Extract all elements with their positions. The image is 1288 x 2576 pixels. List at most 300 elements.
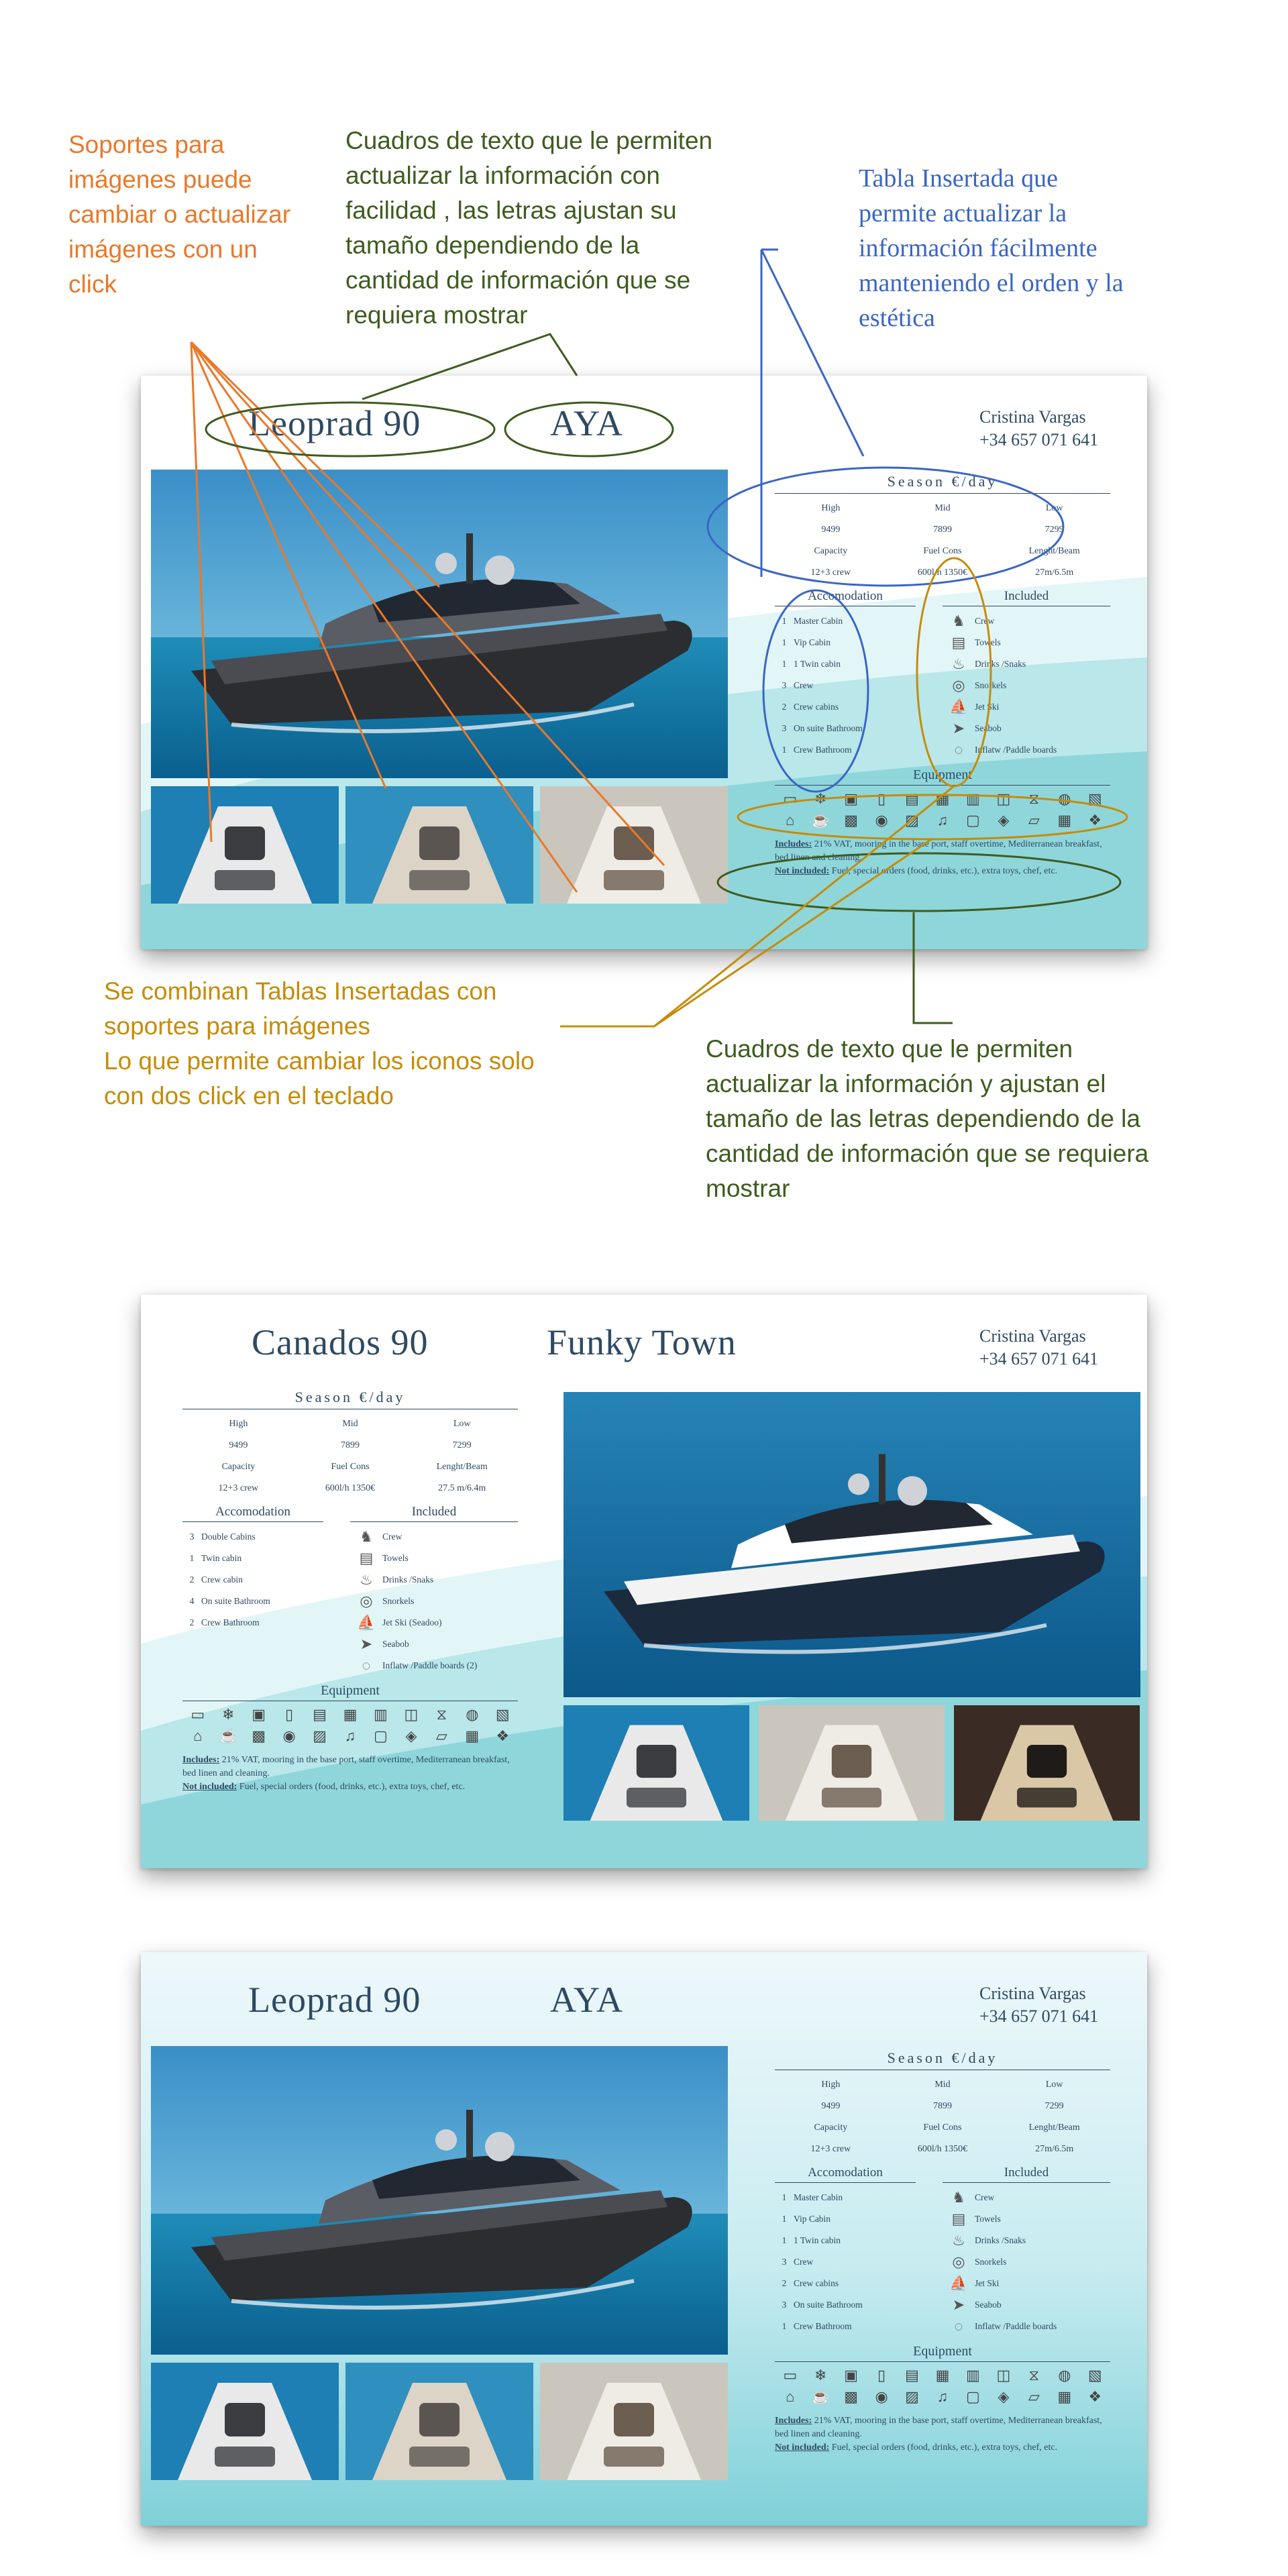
generator-icon: ▤ bbox=[905, 2367, 919, 2383]
included-row bbox=[943, 2208, 1110, 2230]
accomodation-row bbox=[775, 2273, 916, 2294]
towel-icon: ▤ bbox=[951, 2210, 966, 2227]
accomodation-label: Crew cabin bbox=[201, 1574, 243, 1585]
included-row bbox=[943, 2316, 1110, 2337]
included-row bbox=[350, 1633, 518, 1655]
length-label: Lenght/Beam bbox=[1028, 546, 1080, 556]
included-list bbox=[943, 2165, 1110, 2337]
accomodation-row bbox=[182, 1569, 323, 1591]
included-row bbox=[943, 718, 1110, 739]
accomodation-count: 3 bbox=[782, 680, 787, 690]
spec-values-row bbox=[775, 2139, 1110, 2160]
contact-phone: +34 657 071 641 bbox=[979, 1349, 1099, 1368]
crew-icon: ♞ bbox=[952, 612, 965, 629]
included-label: Towels bbox=[382, 1553, 409, 1563]
accomodation-header: Accomodation bbox=[775, 2165, 916, 2183]
included-header: Included bbox=[943, 589, 1110, 606]
season-low-value: 7299 bbox=[1044, 2101, 1064, 2111]
ice-icon: ❖ bbox=[1088, 2388, 1102, 2405]
accomodation-count: 1 bbox=[782, 616, 787, 626]
accomodation-label: Crew cabins bbox=[794, 2278, 839, 2288]
accomodation-count: 3 bbox=[782, 2300, 787, 2310]
season-labels-row bbox=[775, 498, 1110, 519]
seabob-icon: ➤ bbox=[952, 720, 965, 737]
not-included-line bbox=[182, 1780, 518, 1794]
fuel-value: 600l/h 1350€ bbox=[917, 2144, 968, 2154]
shower-icon: ▧ bbox=[495, 1706, 510, 1723]
capacity-label: Capacity bbox=[221, 1462, 256, 1472]
spec-labels-row bbox=[775, 2117, 1110, 2139]
included-row bbox=[350, 1548, 518, 1569]
accomodation-row bbox=[775, 2187, 916, 2208]
accomodation-row bbox=[182, 1591, 323, 1612]
accomodation-label: On suite Bathroom bbox=[201, 1596, 270, 1606]
tender-icon: ▱ bbox=[435, 1727, 447, 1744]
accomodation-row bbox=[775, 2294, 916, 2316]
length-label: Lenght/Beam bbox=[436, 1462, 488, 1472]
capacity-value: 12+3 crew bbox=[218, 1483, 259, 1493]
season-mid-value: 7899 bbox=[341, 1440, 360, 1450]
dishwasher-icon: ⌂ bbox=[193, 1727, 203, 1744]
ice-icon: ❖ bbox=[496, 1727, 510, 1744]
accomodation-label: Vip Cabin bbox=[794, 637, 831, 647]
accomodation-row bbox=[182, 1526, 323, 1548]
accomodation-label: Crew Bathroom bbox=[201, 1617, 260, 1627]
gallery-photo-3[interactable] bbox=[540, 786, 728, 904]
fuel-value: 600l/h 1350€ bbox=[325, 1483, 376, 1493]
includes-text: 21% VAT, mooring in the base port, staff overtime, Mediterranean breakfast, bed linen and cleaning. bbox=[775, 839, 1102, 863]
contact-block bbox=[979, 1982, 1098, 2028]
included-label: Snorkels bbox=[975, 680, 1007, 690]
includes-line bbox=[775, 2414, 1110, 2441]
spec-values-row bbox=[182, 1478, 518, 1499]
included-label: Snorkels bbox=[975, 2257, 1007, 2267]
season-high-value: 9499 bbox=[229, 1440, 248, 1450]
accomodation-count: 2 bbox=[189, 1574, 195, 1585]
accomodation-row bbox=[775, 632, 916, 653]
season-mid-value: 7899 bbox=[933, 2101, 952, 2111]
included-label: Towels bbox=[975, 637, 1001, 647]
included-row bbox=[943, 2294, 1110, 2316]
included-label: Inflatw /Paddle boards bbox=[975, 2321, 1057, 2331]
bbq-icon: ▨ bbox=[313, 1727, 327, 1744]
contact-phone: +34 657 071 641 bbox=[979, 2006, 1099, 2026]
grill-icon: ▩ bbox=[844, 2388, 859, 2405]
speaker-icon: ♫ bbox=[344, 1727, 356, 1744]
not-included-label: Not included: bbox=[182, 1782, 237, 1792]
accomodation-header: Accomodation bbox=[775, 589, 916, 606]
accomodation-row bbox=[182, 1612, 323, 1633]
not-included-label: Not included: bbox=[775, 866, 830, 876]
stereo-icon: ▯ bbox=[877, 790, 886, 807]
dishwasher-icon: ⌂ bbox=[786, 812, 795, 828]
fridge-icon: ▥ bbox=[966, 2367, 980, 2383]
specs-table bbox=[182, 1389, 518, 1794]
accomodation-count: 1 bbox=[782, 2321, 787, 2331]
season-labels-row bbox=[182, 1413, 518, 1435]
equipment-header: Equipment bbox=[775, 767, 1110, 786]
equipment-section bbox=[775, 767, 1110, 831]
season-low-label: Low bbox=[453, 1419, 471, 1429]
accomodation-row bbox=[775, 2251, 916, 2273]
dishwasher-icon: ⌂ bbox=[786, 2388, 795, 2405]
wifi-icon: ◍ bbox=[1058, 2367, 1071, 2383]
included-label: Jet Ski (Seadoo) bbox=[382, 1617, 442, 1627]
accomodation-label: Master Cabin bbox=[794, 2192, 843, 2202]
gallery-photo-2[interactable] bbox=[345, 786, 533, 904]
gps-icon: ◫ bbox=[404, 1706, 419, 1723]
accomodation-row bbox=[775, 610, 916, 632]
inflatable-icon: ◌ bbox=[954, 741, 963, 758]
not-included-label: Not included: bbox=[775, 2443, 830, 2453]
not-included-text: Fuel, special orders (food, drinks, etc.), extra toys, chef, etc. bbox=[829, 866, 1058, 876]
brochure-sheet-funky-town bbox=[141, 1295, 1147, 1868]
main-yacht-photo[interactable] bbox=[564, 1392, 1140, 1697]
accomodation-count: 1 bbox=[782, 2214, 787, 2224]
included-label: Jet Ski bbox=[975, 2278, 1000, 2288]
equipment-header: Equipment bbox=[775, 2344, 1110, 2362]
included-row bbox=[943, 739, 1110, 761]
capacity-label: Capacity bbox=[814, 2123, 848, 2133]
includes-line bbox=[775, 838, 1110, 865]
accomodation-label: Crew Bathroom bbox=[794, 745, 852, 755]
included-label: Drinks /Snaks bbox=[975, 2235, 1026, 2245]
accomodation-list bbox=[182, 1505, 323, 1676]
capacity-label: Capacity bbox=[814, 546, 848, 556]
bbq-icon: ▨ bbox=[905, 812, 919, 828]
aircon-icon: ❄ bbox=[221, 1706, 235, 1723]
included-row bbox=[943, 653, 1110, 675]
tv-icon: ▭ bbox=[783, 790, 798, 807]
towel-icon: ▤ bbox=[951, 634, 966, 651]
season-values-row bbox=[775, 519, 1110, 541]
shower-icon: ▧ bbox=[1087, 2367, 1102, 2383]
accomodation-count: 2 bbox=[782, 702, 787, 712]
shower-icon: ▧ bbox=[1087, 790, 1102, 807]
includes-label: Includes: bbox=[775, 2416, 812, 2426]
gps-icon: ◫ bbox=[996, 2367, 1011, 2383]
season-mid-label: Mid bbox=[934, 2080, 951, 2090]
contact-block bbox=[979, 1325, 1098, 1371]
season-high-label: High bbox=[821, 2080, 841, 2090]
season-mid-label: Mid bbox=[934, 503, 951, 513]
dvd-icon: ▢ bbox=[374, 1727, 388, 1744]
accomodation-header: Accomodation bbox=[182, 1505, 323, 1522]
accomodation-row bbox=[775, 2208, 916, 2230]
fuel-value: 600l/h 1350€ bbox=[917, 568, 968, 578]
drinks-icon: ♨ bbox=[952, 655, 965, 672]
includes-line bbox=[182, 1754, 518, 1780]
included-label: Jet Ski bbox=[975, 702, 1000, 712]
season-low-value: 7299 bbox=[1044, 525, 1064, 535]
wifi-icon: ◍ bbox=[466, 1706, 479, 1723]
included-row bbox=[943, 2187, 1110, 2208]
specs-table bbox=[775, 473, 1110, 878]
length-value: 27m/6.5m bbox=[1035, 568, 1074, 578]
accomodation-count: 1 bbox=[782, 2235, 787, 2245]
equipment-header: Equipment bbox=[182, 1683, 518, 1701]
accomodation-label: On suite Bathroom bbox=[794, 2300, 863, 2310]
gallery-photo-3[interactable] bbox=[954, 1705, 1140, 1821]
crew-icon: ♞ bbox=[360, 1528, 373, 1545]
ice-icon: ❖ bbox=[1088, 812, 1102, 828]
dvd-icon: ▢ bbox=[966, 812, 980, 828]
drinks-icon: ♨ bbox=[952, 2232, 965, 2249]
not-included-line bbox=[775, 865, 1110, 878]
gallery-photo-3[interactable] bbox=[540, 2363, 728, 2480]
inflatable-icon: ◌ bbox=[362, 1657, 371, 1674]
radio-icon: ▣ bbox=[844, 790, 859, 807]
accomodation-count: 1 bbox=[782, 2192, 787, 2202]
stereo-icon: ▯ bbox=[285, 1706, 294, 1723]
brochure-sheet-aya-gradient bbox=[141, 1952, 1147, 2526]
bbq-icon: ▨ bbox=[905, 2388, 919, 2405]
yacht-name-title[interactable]: AYA bbox=[550, 1980, 624, 2020]
includes-notes bbox=[775, 838, 1110, 878]
season-values-row bbox=[182, 1435, 518, 1456]
jetski-icon: ⛵ bbox=[949, 2275, 968, 2292]
stereo-icon: ▯ bbox=[877, 2367, 886, 2383]
specs-table bbox=[775, 2049, 1110, 2455]
included-header: Included bbox=[350, 1505, 518, 1522]
speaker-icon: ♫ bbox=[936, 2388, 949, 2405]
coffee-icon: ☕ bbox=[219, 1727, 237, 1744]
not-included-line bbox=[775, 2441, 1110, 2455]
length-value: 27m/6.5m bbox=[1035, 2144, 1074, 2154]
generator-icon: ▤ bbox=[905, 790, 919, 807]
accomodation-label: Double Cabins bbox=[201, 1532, 256, 1542]
coffee-icon: ☕ bbox=[811, 812, 830, 828]
included-label: Drinks /Snaks bbox=[975, 659, 1026, 669]
accomodation-label: Crew Bathroom bbox=[794, 2321, 852, 2331]
included-row bbox=[943, 675, 1110, 696]
annotation-text-boxes-bottom: Cuadros de texto que le permiten actualizar la información y ajustan el tamaño de las letras dependiendo de la cantidad de información que se requiera mostrar bbox=[706, 1035, 1149, 1202]
accomodation-row bbox=[775, 739, 916, 761]
dvd-icon: ▢ bbox=[966, 2388, 980, 2405]
accomodation-row bbox=[775, 675, 916, 696]
season-high-value: 9499 bbox=[821, 525, 841, 535]
watermaker-icon: ⧖ bbox=[1028, 790, 1040, 807]
season-mid-label: Mid bbox=[342, 1419, 358, 1429]
aircon-icon: ❄ bbox=[814, 790, 827, 807]
accomodation-count: 1 bbox=[782, 637, 787, 647]
equipment-icons bbox=[775, 788, 1110, 831]
accomodation-row bbox=[775, 2316, 916, 2337]
accomodation-list bbox=[775, 2165, 916, 2337]
included-label: Inflatw /Paddle boards bbox=[975, 745, 1057, 755]
included-label: Drinks /Snaks bbox=[382, 1574, 434, 1585]
season-labels-row bbox=[775, 2074, 1110, 2096]
radar-icon: ◈ bbox=[405, 1727, 417, 1744]
hifi-icon: ▦ bbox=[1057, 812, 1072, 828]
accomodation-count: 1 bbox=[782, 745, 787, 755]
season-high-label: High bbox=[821, 503, 841, 513]
season-header: Season €/day bbox=[182, 1389, 518, 1409]
wifi-icon: ◍ bbox=[1058, 790, 1071, 807]
includes-label: Includes: bbox=[775, 839, 812, 849]
included-row bbox=[943, 2273, 1110, 2294]
contact-name: Cristina Vargas bbox=[979, 1984, 1086, 2003]
seabob-icon: ➤ bbox=[952, 2296, 965, 2313]
accomodation-count: 4 bbox=[189, 1596, 195, 1606]
hifi-icon: ▦ bbox=[1057, 2388, 1072, 2405]
tv-icon: ▭ bbox=[783, 2367, 798, 2383]
tender-icon: ▱ bbox=[1028, 812, 1040, 828]
yacht-name-title[interactable]: Funky Town bbox=[547, 1322, 737, 1362]
brochure-sheet-aya bbox=[141, 376, 1147, 949]
not-included-text: Fuel, special orders (food, drinks, etc.), extra toys, chef, etc. bbox=[829, 2443, 1058, 2453]
not-included-text: Fuel, special orders (food, drinks, etc.), extra toys, chef, etc. bbox=[237, 1782, 466, 1792]
radar-icon: ◈ bbox=[998, 812, 1010, 828]
included-row bbox=[350, 1591, 518, 1612]
accomodation-count: 3 bbox=[189, 1532, 195, 1542]
annotation-image-holders: Soportes para imágenes puede cambiar o actualizar imágenes con un click bbox=[68, 131, 291, 298]
season-low-value: 7299 bbox=[452, 1440, 472, 1450]
annotation-inserted-table: Tabla Insertada que permite actualizar la información fácilmente manteniendo el orden y la estética bbox=[859, 164, 1124, 332]
included-row bbox=[943, 2251, 1110, 2273]
season-high-value: 9499 bbox=[821, 2101, 841, 2111]
microwave-icon: ▦ bbox=[935, 790, 950, 807]
gallery-photo-1[interactable] bbox=[151, 786, 339, 904]
included-row bbox=[943, 610, 1110, 632]
seabob-icon: ➤ bbox=[360, 1635, 373, 1652]
season-high-label: High bbox=[229, 1419, 248, 1429]
contact-block bbox=[979, 406, 1098, 451]
crew-icon: ♞ bbox=[952, 2189, 965, 2206]
sonar-icon: ◉ bbox=[875, 812, 888, 828]
included-label: Seabob bbox=[975, 2300, 1002, 2310]
snorkel-icon: ◎ bbox=[360, 1593, 373, 1609]
watermaker-icon: ⧖ bbox=[1028, 2367, 1040, 2383]
sonar-icon: ◉ bbox=[875, 2388, 888, 2405]
accomodation-list bbox=[775, 589, 916, 761]
included-label: Crew bbox=[975, 2192, 995, 2202]
grill-icon: ▩ bbox=[844, 812, 859, 828]
includes-notes bbox=[775, 2414, 1110, 2455]
season-low-label: Low bbox=[1045, 503, 1063, 513]
gallery-photo-2[interactable] bbox=[759, 1705, 945, 1821]
tender-icon: ▱ bbox=[1028, 2388, 1040, 2405]
includes-label: Includes: bbox=[182, 1755, 220, 1765]
season-mid-value: 7899 bbox=[933, 525, 952, 535]
equipment-section bbox=[775, 2344, 1110, 2408]
radio-icon: ▣ bbox=[844, 2367, 859, 2383]
accomodation-label: Crew bbox=[794, 680, 814, 690]
accomodation-label: Master Cabin bbox=[794, 616, 843, 626]
included-label: Seabob bbox=[382, 1639, 409, 1649]
accomodation-count: 3 bbox=[782, 723, 787, 733]
yacht-model-title[interactable]: Leoprad 90 bbox=[248, 1980, 421, 2020]
includes-text: 21% VAT, mooring in the base port, staff overtime, Mediterranean breakfast, bed linen and cleaning. bbox=[182, 1755, 510, 1778]
accomodation-label: Crew bbox=[794, 2257, 814, 2267]
accomodation-count: 2 bbox=[782, 2278, 787, 2288]
main-yacht-photo[interactable] bbox=[151, 470, 728, 778]
accomodation-row bbox=[775, 2230, 916, 2251]
included-row bbox=[350, 1569, 518, 1591]
annotation-text-boxes-top: Cuadros de texto que le permiten actualizar la información con facilidad , las letras ajustan su tamaño dependiendo de la cantidad de información que se requiera mostrar bbox=[345, 127, 713, 329]
microwave-icon: ▦ bbox=[343, 1706, 358, 1723]
season-header: Season €/day bbox=[775, 2049, 1110, 2070]
included-label: Inflatw /Paddle boards (2) bbox=[382, 1660, 478, 1670]
capacity-value: 12+3 crew bbox=[810, 2144, 851, 2154]
accomodation-label: Twin cabin bbox=[201, 1553, 242, 1563]
spec-labels-row bbox=[775, 541, 1110, 562]
fuel-label: Fuel Cons bbox=[331, 1462, 370, 1472]
equipment-section bbox=[182, 1683, 518, 1747]
fridge-icon: ▥ bbox=[374, 1706, 388, 1723]
hifi-icon: ▦ bbox=[465, 1727, 480, 1744]
season-header: Season €/day bbox=[775, 473, 1110, 494]
length-label: Lenght/Beam bbox=[1028, 2123, 1080, 2133]
included-label: Crew bbox=[975, 616, 995, 626]
includes-notes bbox=[182, 1754, 518, 1794]
accomodation-count: 1 bbox=[782, 659, 787, 669]
included-row bbox=[350, 1612, 518, 1633]
spec-labels-row bbox=[182, 1456, 518, 1478]
jetski-icon: ⛵ bbox=[949, 698, 968, 715]
season-low-label: Low bbox=[1045, 2080, 1063, 2090]
equipment-icons bbox=[775, 2365, 1110, 2408]
accomodation-label: Crew cabins bbox=[794, 702, 839, 712]
accomodation-count: 2 bbox=[189, 1617, 195, 1627]
gallery-photo-1[interactable] bbox=[151, 2363, 339, 2480]
radar-icon: ◈ bbox=[998, 2388, 1010, 2405]
grill-icon: ▩ bbox=[252, 1727, 266, 1744]
included-label: Seabob bbox=[975, 723, 1002, 733]
aircon-icon: ❄ bbox=[814, 2367, 827, 2383]
inflatable-icon: ◌ bbox=[954, 2318, 963, 2334]
included-label: Snorkels bbox=[382, 1596, 415, 1606]
accomodation-row bbox=[182, 1548, 323, 1569]
sonar-icon: ◉ bbox=[282, 1727, 296, 1744]
main-yacht-photo[interactable] bbox=[151, 2046, 728, 2355]
jetski-icon: ⛵ bbox=[357, 1614, 376, 1631]
capacity-value: 12+3 crew bbox=[810, 568, 851, 578]
fuel-label: Fuel Cons bbox=[923, 2123, 962, 2133]
snorkel-icon: ◎ bbox=[952, 2253, 965, 2270]
accomodation-row bbox=[775, 718, 916, 739]
accomodation-row bbox=[775, 696, 916, 718]
tv-icon: ▭ bbox=[191, 1706, 205, 1723]
accomodation-count: 3 bbox=[782, 2257, 787, 2267]
contact-name: Cristina Vargas bbox=[979, 1326, 1086, 1346]
included-label: Crew bbox=[382, 1532, 402, 1542]
included-row bbox=[943, 696, 1110, 718]
included-label: Towels bbox=[975, 2214, 1001, 2224]
accomodation-label: 1 Twin cabin bbox=[794, 2235, 841, 2245]
included-list bbox=[350, 1505, 518, 1676]
gallery-photo-1[interactable] bbox=[564, 1705, 749, 1821]
season-values-row bbox=[775, 2096, 1110, 2117]
yacht-name-title[interactable]: AYA bbox=[550, 403, 624, 443]
yacht-model-title[interactable]: Leoprad 90 bbox=[248, 403, 421, 443]
snorkel-icon: ◎ bbox=[952, 677, 965, 694]
drinks-icon: ♨ bbox=[360, 1571, 373, 1588]
length-value: 27.5 m/6.4m bbox=[438, 1483, 486, 1493]
accomodation-count: 1 bbox=[189, 1553, 195, 1563]
includes-text: 21% VAT, mooring in the base port, staff overtime, Mediterranean breakfast, bed linen and cleaning. bbox=[775, 2416, 1102, 2439]
gallery-photo-2[interactable] bbox=[345, 2363, 533, 2480]
included-row bbox=[943, 632, 1110, 653]
annotation-combined-tables: Se combinan Tablas Insertadas con soportes para imágenes Lo que permite cambiar los iconos solo con dos click en el teclado bbox=[104, 977, 535, 1110]
watermaker-icon: ⧖ bbox=[436, 1706, 447, 1723]
towel-icon: ▤ bbox=[359, 1550, 374, 1566]
accomodation-row bbox=[775, 653, 916, 675]
yacht-model-title[interactable]: Canados 90 bbox=[252, 1322, 429, 1362]
gps-icon: ◫ bbox=[996, 790, 1011, 807]
included-row bbox=[943, 2230, 1110, 2251]
included-header: Included bbox=[943, 2165, 1110, 2183]
